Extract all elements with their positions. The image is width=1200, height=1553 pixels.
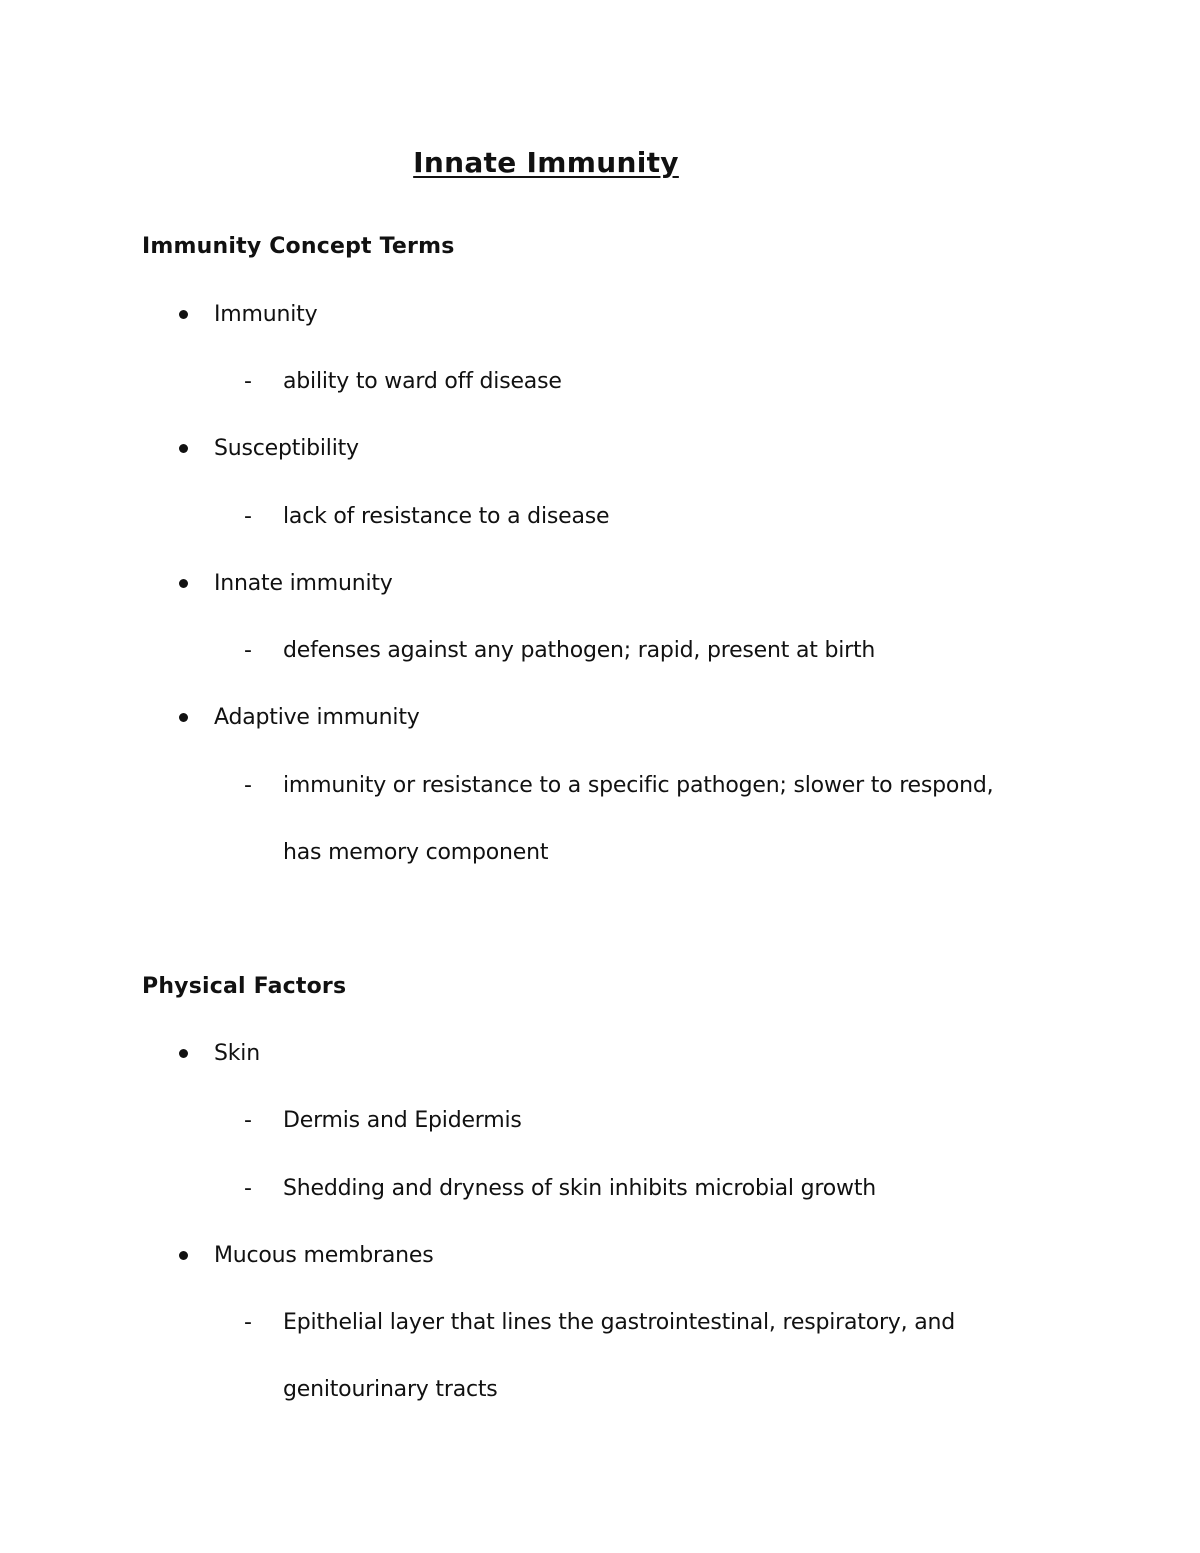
- list-item: [176, 302, 317, 327]
- sub-list-item: [244, 1108, 522, 1133]
- detail-text: Shedding and dryness of skin inhibits microbial growth: [283, 1176, 876, 1201]
- sub-list-item: [244, 1310, 955, 1335]
- bullet-icon: [179, 444, 188, 453]
- sub-list-item: [244, 369, 562, 394]
- bullet-icon: [179, 713, 188, 722]
- bullet-icon: [179, 579, 188, 588]
- dash-icon: -: [244, 504, 252, 529]
- dash-icon: -: [244, 1108, 252, 1133]
- bullet-icon: [179, 1049, 188, 1058]
- detail-continuation: genitourinary tracts: [283, 1377, 498, 1402]
- bullet-icon: [179, 1251, 188, 1260]
- detail-text: Epithelial layer that lines the gastrointestinal, respiratory, and: [283, 1310, 955, 1335]
- sub-list-item: [244, 638, 875, 663]
- detail-text: Dermis and Epidermis: [283, 1108, 522, 1133]
- dash-icon: -: [244, 1176, 252, 1201]
- section-heading-concept-terms: Immunity Concept Terms: [142, 234, 455, 259]
- term-label: Immunity: [214, 302, 318, 327]
- sub-list-item: [244, 1176, 876, 1201]
- page-title: Innate Immunity: [413, 146, 679, 179]
- list-item: [176, 436, 359, 461]
- definition-text: ability to ward off disease: [283, 369, 562, 394]
- definition-text: defenses against any pathogen; rapid, present at birth: [283, 638, 876, 663]
- definition-continuation: has memory component: [283, 840, 549, 865]
- term-label: Mucous membranes: [214, 1243, 434, 1268]
- sub-list-item: [244, 504, 609, 529]
- dash-icon: -: [244, 773, 252, 798]
- dash-icon: -: [244, 369, 252, 394]
- list-item: [176, 1041, 260, 1066]
- definition-text: immunity or resistance to a specific pathogen; slower to respond,: [283, 773, 994, 798]
- sub-list-item: [244, 773, 993, 798]
- section-heading-physical-factors: Physical Factors: [142, 974, 347, 999]
- list-item: [176, 1243, 434, 1268]
- term-label: Skin: [214, 1041, 260, 1066]
- dash-icon: -: [244, 1310, 252, 1335]
- list-item: [176, 571, 393, 596]
- term-label: Susceptibility: [214, 436, 359, 461]
- list-item: [176, 705, 420, 730]
- term-label: Adaptive immunity: [214, 705, 420, 730]
- dash-icon: -: [244, 638, 252, 663]
- definition-text: lack of resistance to a disease: [283, 504, 610, 529]
- term-label: Innate immunity: [214, 571, 393, 596]
- bullet-icon: [179, 310, 188, 319]
